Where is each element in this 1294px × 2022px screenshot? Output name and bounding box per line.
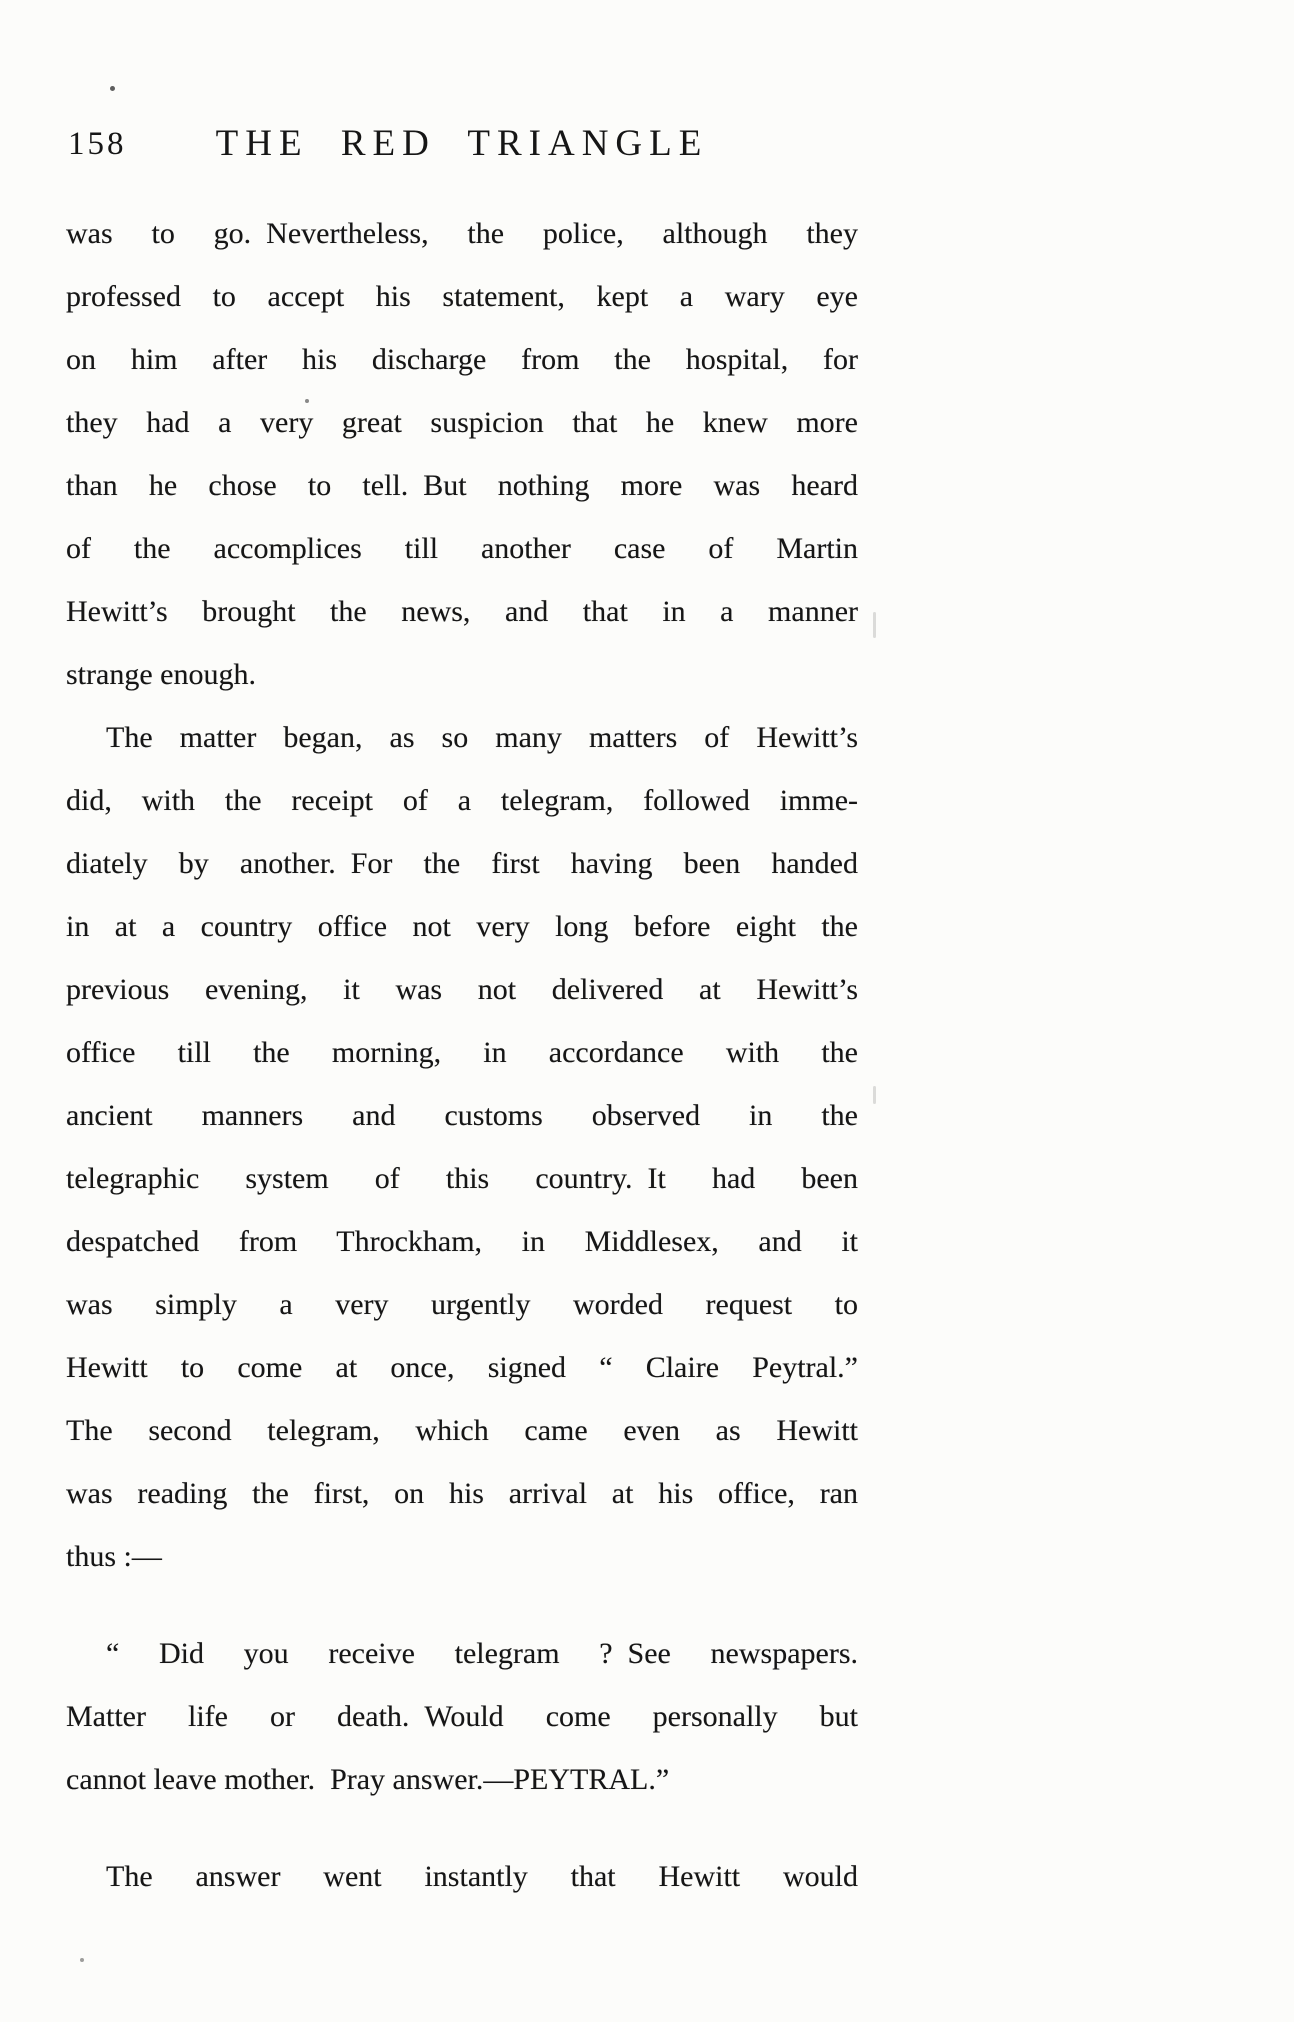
text-line: thus :— <box>66 1540 162 1573</box>
paragraph <box>66 202 858 706</box>
scan-speckle <box>110 86 115 91</box>
scan-edge-mark <box>873 1086 876 1104</box>
text-line: The answer went instantly that Hewitt would <box>106 1860 858 1893</box>
page-title: THE RED TRIANGLE <box>215 123 709 164</box>
text-line: Matter life or death. Would come personally but <box>66 1700 858 1733</box>
text-line: did, with the receipt of a telegram, followed imme- <box>66 784 858 817</box>
text-line: The second telegram, which came even as Hewitt <box>66 1414 858 1447</box>
text-line: of the accomplices till another case of Martin <box>66 532 858 565</box>
text-line: ancient manners and customs observed in the <box>66 1099 858 1132</box>
text-line: professed to accept his statement, kept a wary eye <box>66 280 858 313</box>
scan-speckle <box>305 399 309 403</box>
text-line: despatched from Throckham, in Middlesex, and it <box>66 1225 858 1258</box>
page-content <box>66 118 858 1908</box>
paragraph <box>66 1845 858 1908</box>
text-line: diately by another. For the first having been handed <box>66 847 858 880</box>
paragraph <box>66 706 858 1588</box>
text-line: strange enough. <box>66 658 256 691</box>
text-line: was to go. Nevertheless, the police, although they <box>66 217 858 250</box>
page-number: 158 <box>68 126 127 162</box>
telegram-paragraph <box>66 1622 858 1811</box>
text-line: cannot leave mother. Pray answer.—PEYTRAL.” <box>66 1763 670 1796</box>
text-line: on him after his discharge from the hospital, for <box>66 343 858 376</box>
text-line: previous evening, it was not delivered at Hewitt’s <box>66 973 858 1006</box>
running-head <box>66 118 858 178</box>
text-line: telegraphic system of this country. It had been <box>66 1162 858 1195</box>
text-line: Hewitt to come at once, signed “ Claire Peytral.” <box>66 1351 858 1384</box>
scan-speckle <box>80 1958 84 1962</box>
text-line: than he chose to tell. But nothing more was heard <box>66 469 858 502</box>
text-line: they had a very great suspicion that he knew more <box>66 406 858 439</box>
body-text <box>66 202 858 1908</box>
scan-edge-mark <box>873 612 876 638</box>
text-line: was simply a very urgently worded request to <box>66 1288 858 1321</box>
text-line: “ Did you receive telegram ? See newspapers. <box>106 1637 858 1670</box>
text-line: in at a country office not very long before eight the <box>66 910 858 943</box>
text-line: The matter began, as so many matters of Hewitt’s <box>106 721 858 754</box>
text-line: office till the morning, in accordance with the <box>66 1036 858 1069</box>
text-line: Hewitt’s brought the news, and that in a manner <box>66 595 858 628</box>
text-line: was reading the first, on his arrival at his office, ran <box>66 1477 858 1510</box>
